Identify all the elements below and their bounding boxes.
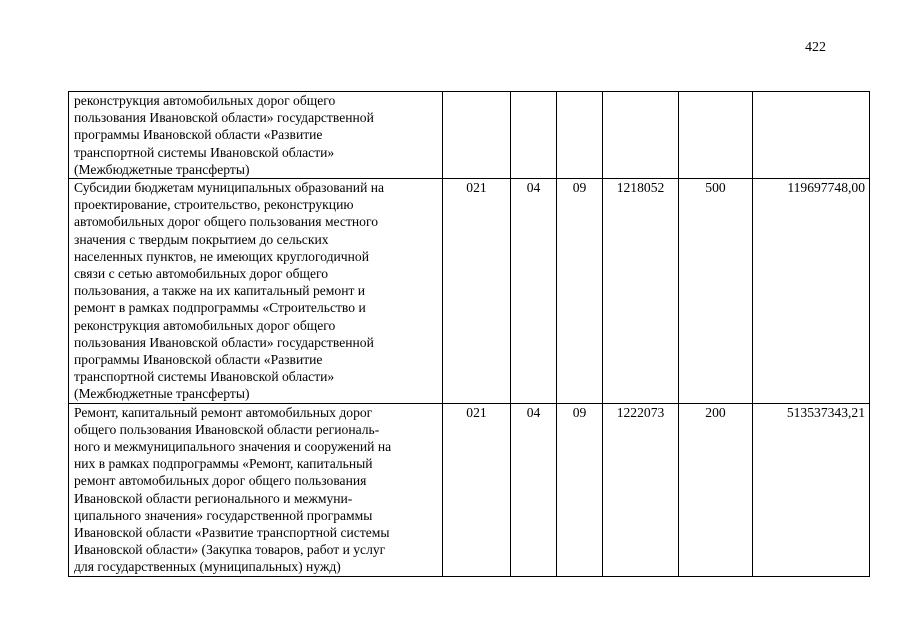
section-code-cell: 04	[511, 179, 557, 404]
expense-type-cell: 500	[679, 179, 753, 404]
description-line: проектирование, строительство, реконструкцию	[74, 197, 354, 213]
description-line: пользования Ивановской области» государственной	[74, 334, 374, 350]
description-line: ного и межмуниципального значения и сооружений на	[74, 439, 392, 455]
description-line: них в рамках подпрограммы «Ремонт, капитальный	[74, 456, 373, 472]
table-row	[69, 179, 870, 404]
amount-cell: 119697748,00	[753, 179, 870, 404]
amount-cell: 513537343,21	[753, 403, 870, 576]
description-line: связи с сетью автомобильных дорог общего	[74, 266, 329, 282]
description-line: автомобильных дорог общего пользования местного	[74, 214, 379, 230]
description-line: (Межбюджетные трансферты)	[74, 386, 250, 402]
amount-cell	[753, 92, 870, 179]
description-line: Ивановской области «Развитие транспортной системы	[74, 525, 390, 541]
description-line: ремонт в рамках подпрограммы «Строительство и	[74, 300, 366, 316]
page-number: 422	[805, 40, 826, 55]
description-line: Ивановской области регионального и межмуни-	[74, 490, 353, 506]
description-line: пользования, а также на их капитальный ремонт и	[74, 283, 366, 299]
target-item-cell	[603, 92, 679, 179]
expense-type-cell: 200	[679, 403, 753, 576]
table-row	[69, 92, 870, 179]
description-cell	[69, 92, 443, 179]
ministry-code-cell: 021	[443, 403, 511, 576]
subsection-code-cell: 09	[557, 403, 603, 576]
description-line: пользования Ивановской области» государственной	[74, 110, 374, 126]
description-line: общего пользования Ивановской области региональ-	[74, 421, 380, 437]
table-body	[69, 92, 870, 577]
description-line: ремонт автомобильных дорог общего пользования	[74, 473, 367, 489]
description-line: для государственных (муниципальных) нужд)	[74, 559, 341, 575]
expense-type-cell	[679, 92, 753, 179]
section-code-cell: 04	[511, 403, 557, 576]
description-line: программы Ивановской области «Развитие	[74, 127, 323, 143]
description-line: Субсидии бюджетам муниципальных образований на	[74, 180, 385, 196]
description-line: транспортной системы Ивановской области»	[74, 369, 335, 385]
table-row	[69, 403, 870, 576]
description-line: Ивановской области» (Закупка товаров, работ и услуг	[74, 542, 386, 558]
section-code-cell	[511, 92, 557, 179]
description-line: транспортной системы Ивановской области»	[74, 144, 335, 160]
description-line: программы Ивановской области «Развитие	[74, 352, 323, 368]
description-line: значения с твердым покрытием до сельских	[74, 231, 329, 247]
target-item-cell: 1218052	[603, 179, 679, 404]
ministry-code-cell	[443, 92, 511, 179]
description-line: реконструкция автомобильных дорог общего	[74, 317, 336, 333]
description-cell	[69, 179, 443, 404]
description-line: населенных пунктов, не имеющих круглогодичной	[74, 248, 369, 264]
target-item-cell: 1222073	[603, 403, 679, 576]
description-line: ципального значения» государственной программы	[74, 507, 373, 523]
subsection-code-cell	[557, 92, 603, 179]
subsection-code-cell: 09	[557, 179, 603, 404]
description-cell	[69, 403, 443, 576]
description-line: Ремонт, капитальный ремонт автомобильных дорог	[74, 404, 373, 420]
description-line: (Межбюджетные трансферты)	[74, 161, 250, 177]
budget-table	[68, 91, 870, 577]
ministry-code-cell: 021	[443, 179, 511, 404]
description-line: реконструкция автомобильных дорог общего	[74, 93, 336, 108]
